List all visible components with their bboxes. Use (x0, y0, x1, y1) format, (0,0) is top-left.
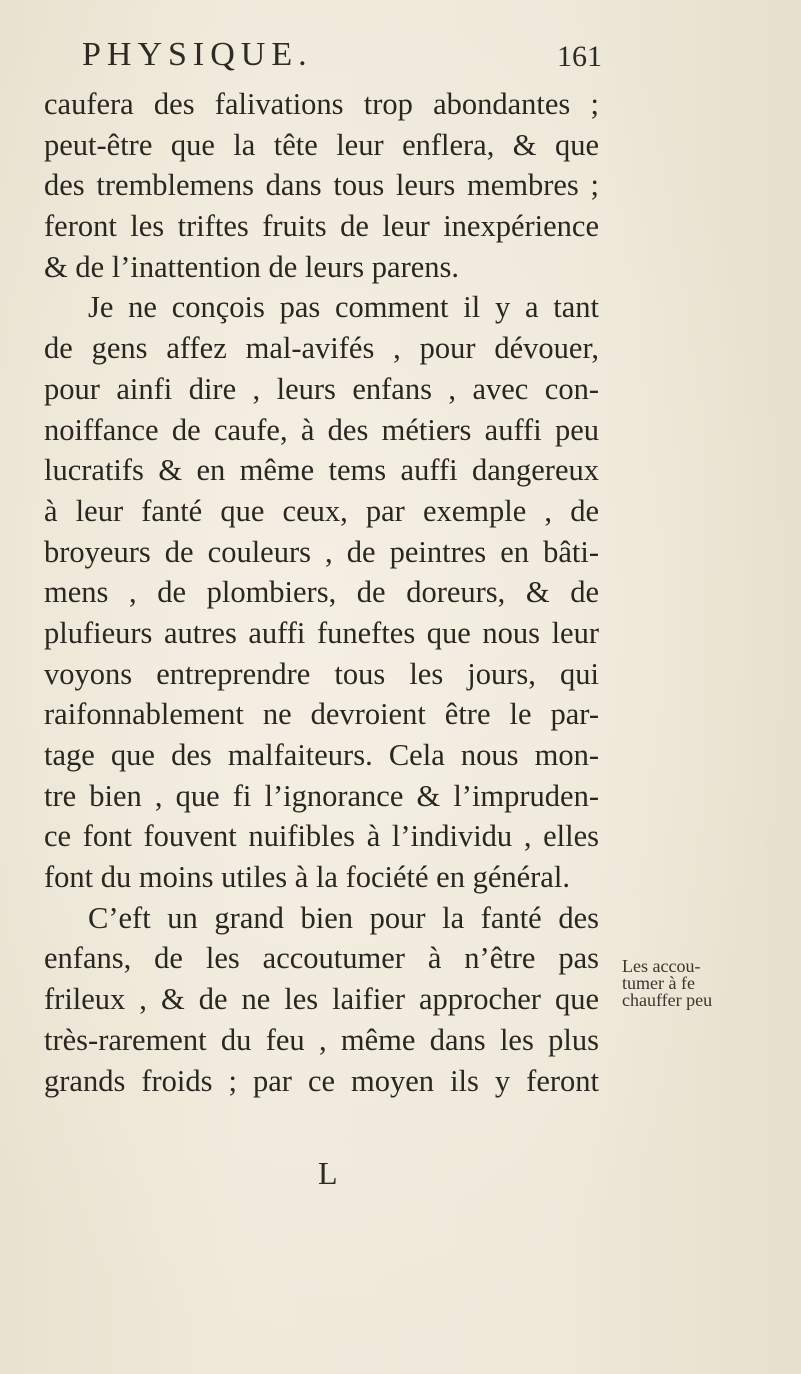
text-line: raifonnablement ne devroient être le par- (44, 697, 599, 732)
text-line: broyeurs de couleurs , de peintres en bâti- (44, 534, 599, 569)
text-line: & de l’inattention de leurs parens. (44, 249, 460, 284)
text-line: feront les triftes fruits de leur inexpérience (44, 209, 599, 244)
signature-mark: L (318, 1155, 338, 1191)
paragraph-start-line: C’eft un grand bien pour la fanté des (88, 900, 599, 935)
running-title: PHYSIQUE. (82, 36, 313, 73)
text-line: de gens affez mal-avifés , pour dévouer, (44, 331, 599, 366)
text-line: frileux , & de ne les laifier approcher que (44, 982, 599, 1017)
text-line: peut-être que la tête leur enflera, & que (44, 127, 599, 162)
margin-note-line: chauffer peu (622, 990, 713, 1010)
body-text (44, 84, 599, 1101)
paragraph-start-line: Je ne conçois pas comment il y a tant (88, 290, 599, 325)
text-line: tre bien , que fi l’ignorance & l’impruden- (44, 778, 599, 813)
margin-note-line: Les accou- (622, 956, 701, 976)
text-line: lucratifs & en même tems auffi dangereux (44, 453, 599, 488)
margin-note (622, 958, 794, 1009)
text-line: pour ainfi dire , leurs enfans , avec con- (44, 371, 599, 406)
text-line: très-rarement du feu , même dans les plus (44, 1022, 599, 1057)
text-line: tage que des malfaiteurs. Cela nous mon- (44, 738, 599, 772)
text-line: font du moins utiles à la fociété en général. (44, 860, 570, 895)
page-number: 161 (557, 40, 602, 73)
text-line: plufieurs autres auffi funeftes que nous leur (44, 615, 599, 650)
text-line: des tremblemens dans tous leurs membres ; (44, 168, 599, 203)
text-line: noiffance de caufe, à des métiers auffi peu (44, 412, 599, 447)
text-line: ce font fouvent nuifibles à l’individu , elles (44, 819, 599, 854)
text-line: mens , de plombiers, de doreurs, & de (44, 575, 599, 610)
text-line: grands froids ; par ce moyen ils y feront (44, 1063, 599, 1098)
text-line: voyons entreprendre tous les jours, qui (44, 656, 599, 691)
margin-note-line: tumer à fe (622, 973, 695, 993)
page-header (82, 36, 602, 78)
text-line: enfans, de les accoutumer à n’être pas (44, 941, 599, 976)
text-line: à leur fanté que ceux, par exemple , de (44, 493, 599, 528)
text-line: caufera des falivations trop abondantes ; (44, 87, 599, 121)
